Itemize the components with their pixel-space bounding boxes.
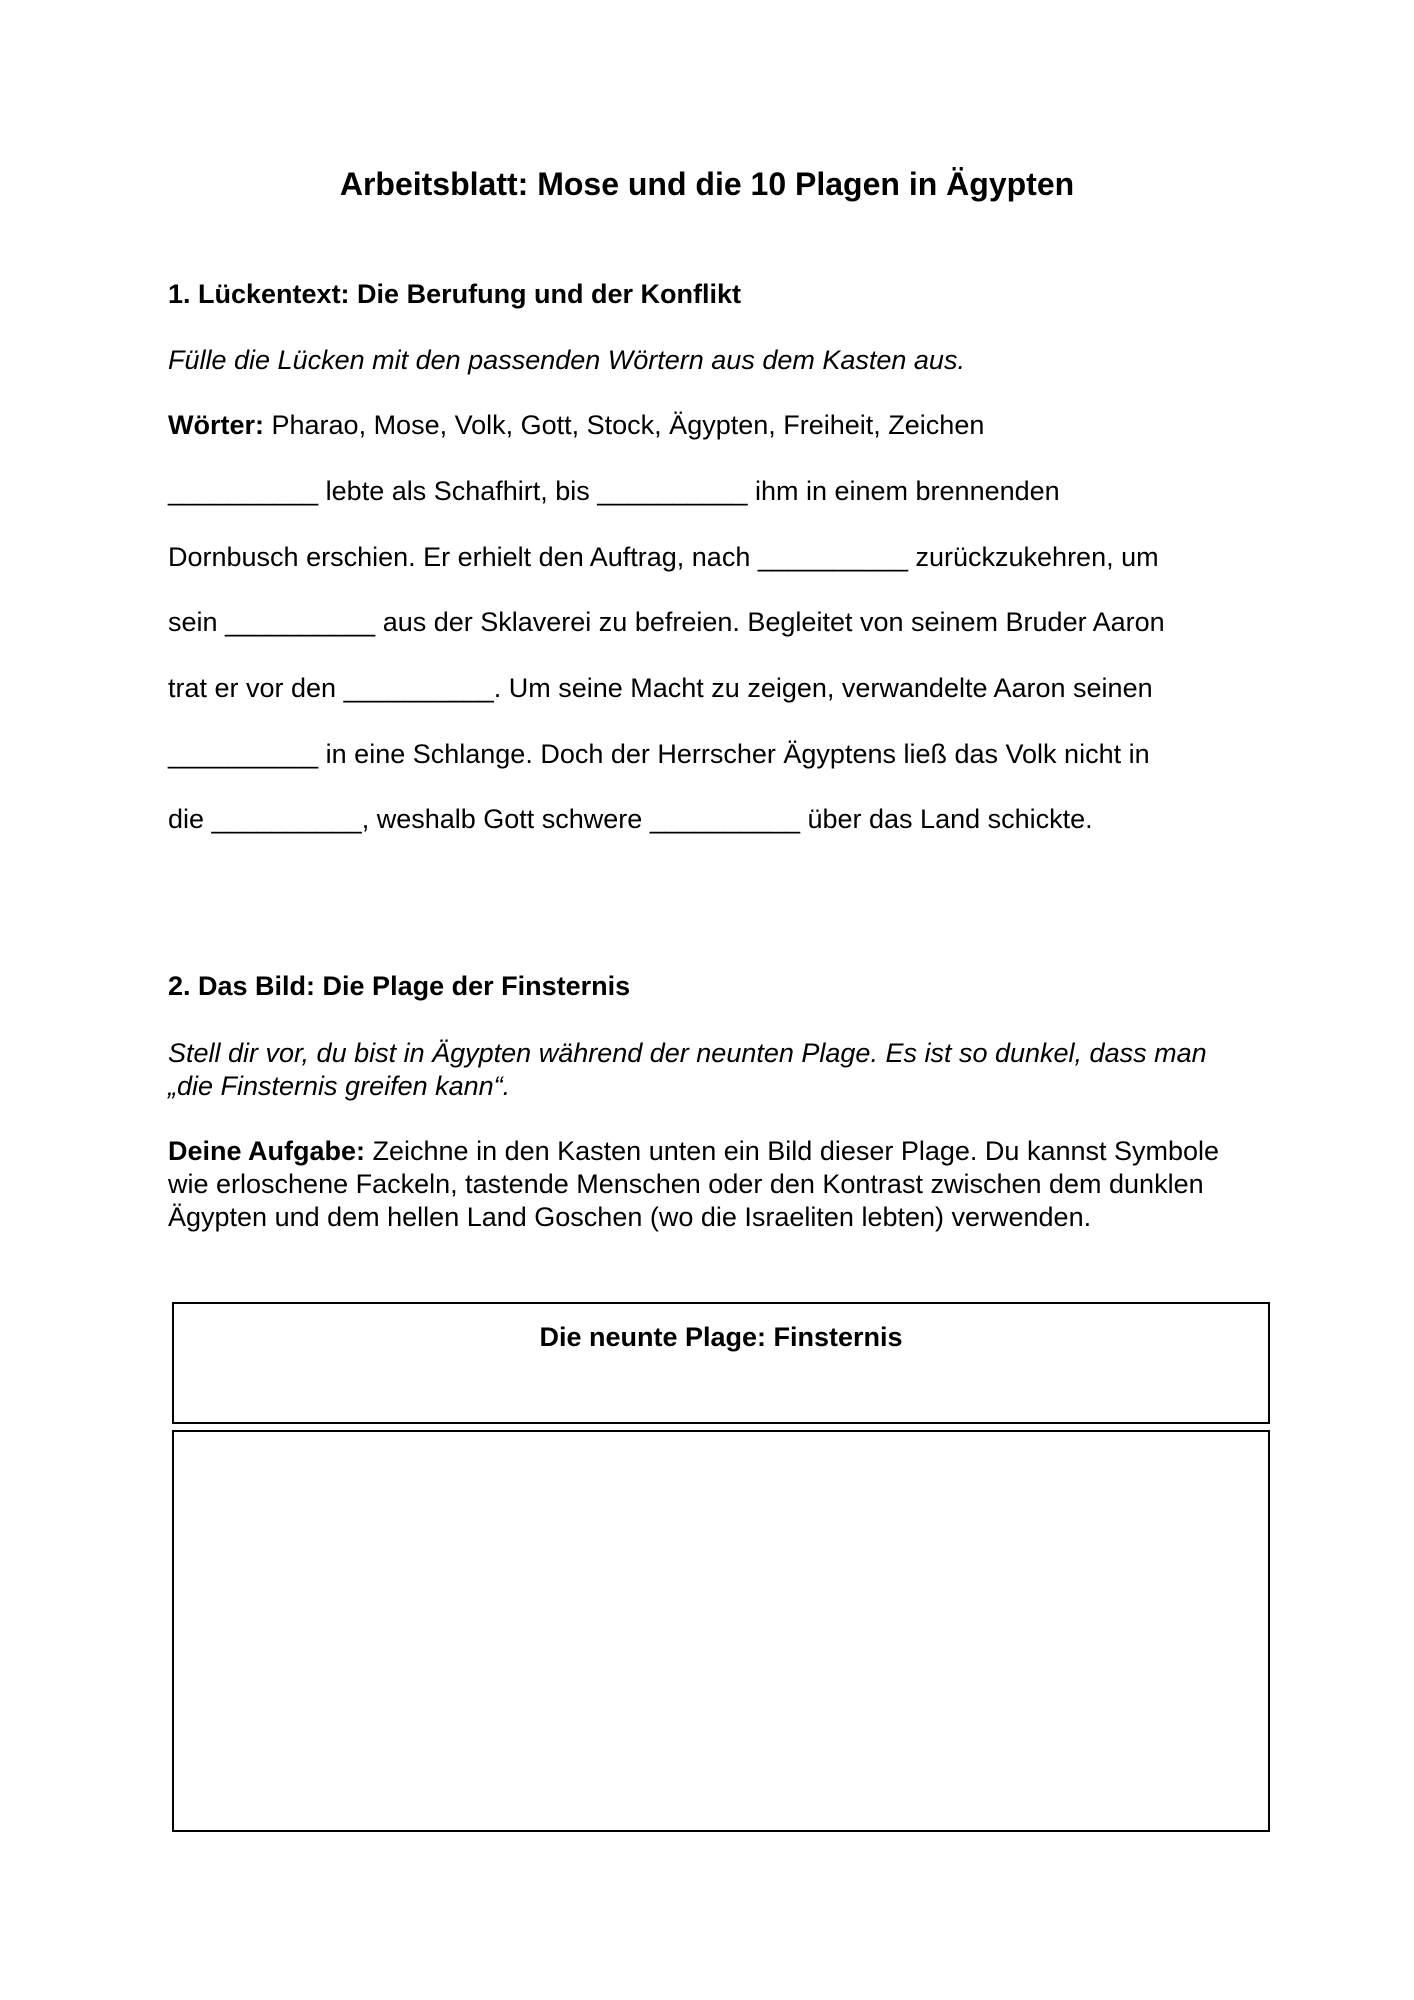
word-bank [168,409,984,442]
section1-heading: 1. Lückentext: Die Berufung und der Konflikt [168,279,742,309]
page-title: Arbeitsblatt: Mose und die 10 Plagen in Ägypten [339,166,1075,202]
cloze-line-5: __________ in eine Schlange. Doch der Herrscher Ägyptens ließ das Volk nicht in [168,739,1150,769]
drawing-area[interactable] [172,1430,1270,1832]
word-bank-label: Wörter: [168,410,264,440]
drawing-box-title-text: Die neunte Plage: Finsternis [539,1322,903,1352]
cloze-line-6: die __________, weshalb Gott schwere __________ über das Land schickte. [168,804,1093,834]
task-label: Deine Aufgabe: [168,1136,366,1166]
cloze-line-4: trat er vor den __________. Um seine Macht zu zeigen, verwandelte Aaron seinen [168,673,1153,703]
cloze-line-1: __________ lebte als Schafhirt, bis __________ ihm in einem brennenden [168,476,1060,506]
section2-task [168,1135,1248,1234]
cloze-line-3: sein __________ aus der Sklaverei zu befreien. Begleitet von seinem Bruder Aaron [168,607,1165,637]
section2-heading: 2. Das Bild: Die Plage der Finsternis [168,971,631,1001]
word-bank-words: Pharao, Mose, Volk, Gott, Stock, Ägypten, Freiheit, Zeichen [264,410,985,440]
task-text: Zeichne in den Kasten unten ein Bild dieser Plage. Du kannst Symbole wie erloschene Fackeln, tastende Menschen oder den Kontrast zwischen dem dunklen Ägypten und dem hellen Land Goschen (wo die Israeliten lebten) verwenden. [168,1136,1220,1232]
section2-intro: Stell dir vor, du bist in Ägypten während der neunten Plage. Es ist so dunkel, dass man „die Finsternis greifen kann“. [168,1038,1207,1101]
drawing-box-title [172,1302,1270,1424]
section1-instruction: Fülle die Lücken mit den passenden Wörtern aus dem Kasten aus. [168,345,965,375]
cloze-line-2: Dornbusch erschien. Er erhielt den Auftrag, nach __________ zurückzukehren, um [168,542,1159,572]
